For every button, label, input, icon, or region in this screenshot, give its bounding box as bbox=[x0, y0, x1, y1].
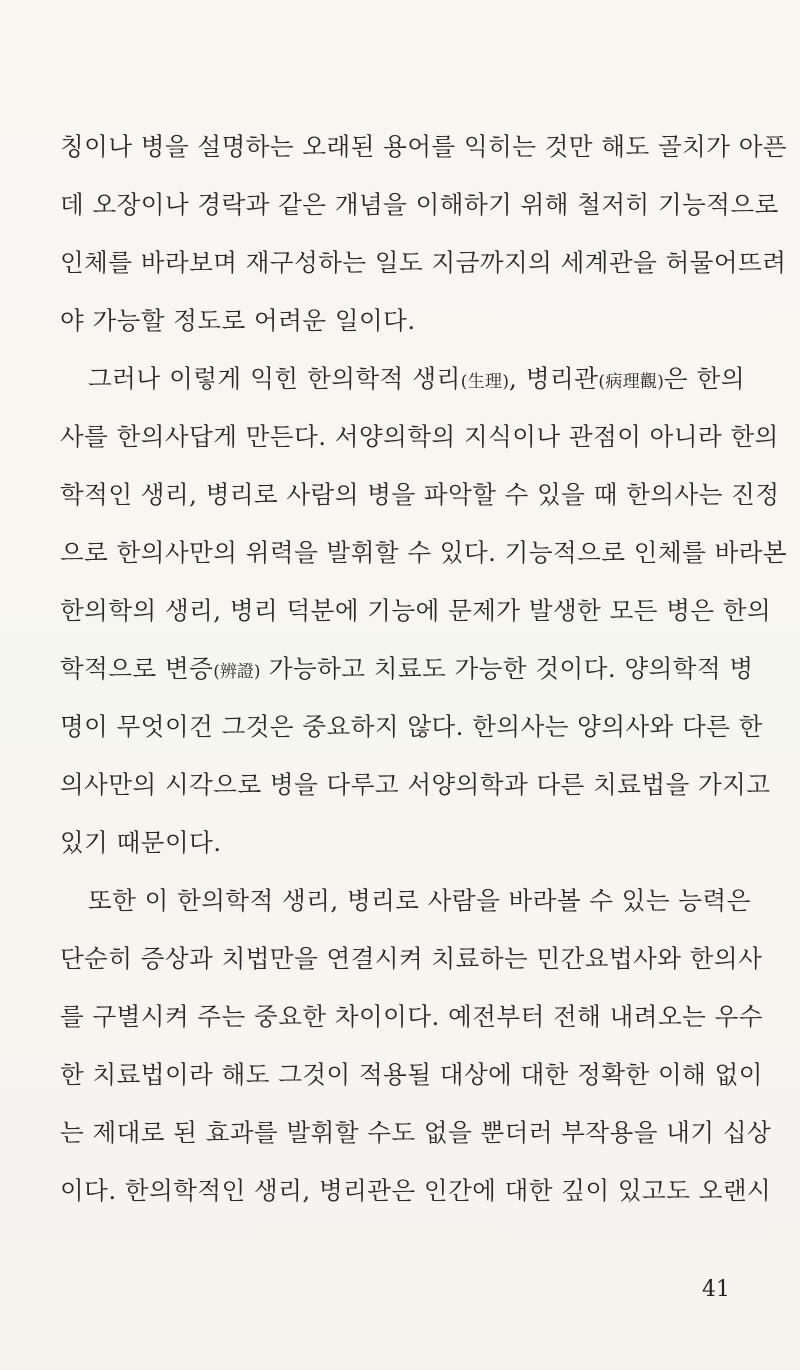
hanja-annotation: (辨證) bbox=[213, 662, 261, 682]
text-line: 단순히 증상과 치법만을 연결시켜 치료하는 민간요법사와 한의사 bbox=[60, 944, 763, 973]
text-line: 학적인 생리, 병리로 사람의 병을 파악할 수 있을 때 한의사는 진정 bbox=[60, 480, 780, 509]
text-line: 또한 이 한의학적 생리, 병리로 사람을 바라볼 수 있는 능력은 bbox=[88, 886, 751, 915]
text-line: 명이 무엇이건 그것은 중요하지 않다. 한의사는 양의사와 다른 한 bbox=[60, 712, 763, 741]
text-line: 사를 한의사답게 만든다. 서양의학의 지식이나 관점이 아니라 한의 bbox=[60, 422, 779, 451]
text-line bbox=[60, 640, 754, 698]
text-line: 칭이나 병을 설명하는 오래된 용어를 익히는 것만 해도 골치가 아픈 bbox=[60, 132, 788, 161]
text-line: 데 오장이나 경락과 같은 개념을 이해하기 위해 철저히 기능적으로 bbox=[60, 190, 779, 219]
text-line: 한의학의 생리, 병리 덕분에 기능에 문제가 발생한 모든 병은 한의 bbox=[60, 596, 772, 625]
text-segment: , 병리관 bbox=[508, 364, 599, 393]
text-segment: 가능하고 치료도 가능한 것이다. 양의학적 병 bbox=[260, 654, 754, 683]
hanja-annotation: (病理觀) bbox=[598, 372, 664, 392]
text-line: 으로 한의사만의 위력을 발휘할 수 있다. 기능적으로 인체를 바라본 bbox=[60, 538, 788, 567]
text-segment: 학적으로 변증 bbox=[60, 654, 214, 683]
text-line: 이다. 한의학적인 생리, 병리관은 인간에 대한 깊이 있고도 오랜시 bbox=[60, 1176, 772, 1205]
text-line: 한 치료법이라 해도 그것이 적용될 대상에 대한 정확한 이해 없이 bbox=[60, 1060, 763, 1089]
text-line: 야 가능할 정도로 어려운 일이다. bbox=[60, 306, 416, 335]
text-line: 를 구별시켜 주는 중요한 차이이다. 예전부터 전해 내려오는 우수 bbox=[60, 1002, 763, 1031]
text-line: 인체를 바라보며 재구성하는 일도 지금까지의 세계관을 허물어뜨려 bbox=[60, 248, 787, 277]
text-segment: 그러나 이렇게 익힌 한의학적 생리 bbox=[88, 364, 461, 393]
text-line: 의사만의 시각으로 병을 다루고 서양의학과 다른 치료법을 가지고 bbox=[60, 770, 771, 799]
text-line: 는 제대로 된 효과를 발휘할 수도 없을 뿐더러 부작용을 내기 십상 bbox=[60, 1118, 772, 1147]
hanja-annotation: (生理) bbox=[460, 372, 509, 392]
text-segment: 은 한의 bbox=[663, 364, 746, 393]
page-number: 41 bbox=[702, 1277, 730, 1302]
text-line: 있기 때문이다. bbox=[60, 828, 222, 857]
text-line bbox=[60, 350, 745, 408]
body-text bbox=[60, 118, 788, 1220]
